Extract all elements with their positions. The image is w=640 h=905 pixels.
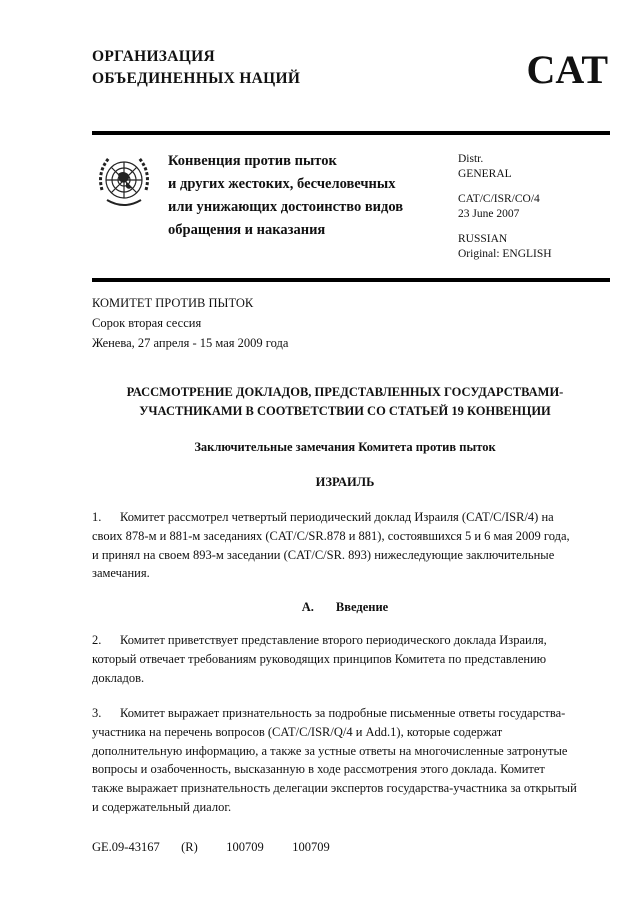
heading-line: РАССМОТРЕНИЕ ДОКЛАДОВ, ПРЕДСТАВЛЕННЫХ ГОСУДАРСТВАМИ- [126,385,564,399]
text-line: и содержательный диалог. [92,799,232,814]
distr-label: Distr. [458,153,484,165]
title-line: обращения и наказания [168,222,326,238]
doc-symbol: CAT/C/ISR/CO/4 [458,193,540,205]
title-line: или унижающих достоинство видов [168,199,404,215]
text-line: Комитет приветствует представление второго периодического доклада Израиля, [120,633,547,647]
section-letter: A. [301,600,314,614]
text-line: замечания. [92,566,150,581]
document-meta [458,152,552,261]
text-line: своих 878-м и 881-м заседаниях (CAT/C/SR.878 и 881), состоявшихся 5 и 6 мая 2009 года, [92,528,570,543]
paragraph-3 [92,704,612,817]
text-line: вопросы и озабоченность, высказанную в ходе рассмотрения этого доклада. Комитет [92,762,545,777]
paragraph-number: 2. [92,633,102,647]
divider [92,278,610,282]
paragraph-2 [92,631,612,687]
subheading: Заключительные замечания Комитета против пыток [194,440,496,454]
divider [92,131,610,135]
doc-original-language: Original: ENGLISH [458,247,552,260]
title-line: Конвенция против пыток [168,153,337,169]
organization-name [92,46,300,90]
doc-language: RUSSIAN [458,233,508,245]
section-heading [92,598,598,617]
paragraph-1 [92,508,612,583]
distr-value: GENERAL [458,167,512,180]
text-line: участника на перечень вопросов (CAT/C/ISR/Q/4 и Add.1), которые содержат [92,724,503,739]
convention-title [168,150,403,242]
committee-info [92,293,288,353]
heading-line: УЧАСТНИКАМИ В СООТВЕТСТВИИ СО СТАТЬЕЙ 19 КОНВЕНЦИИ [139,404,551,418]
un-emblem-icon [93,150,155,212]
document-symbol-large: CAT [526,47,608,92]
text-line: который отвечает требованиям руководящих принципов Комитета по представлению [92,651,547,666]
session: Сорок вторая сессия [92,316,202,330]
paragraph-number: 3. [92,706,102,720]
org-line: ОРГАНИЗАЦИЯ [92,48,215,65]
text-line: также выражает признательность делегации экспертов государства-участника за открытый [92,781,577,796]
text-line: и принял на своем 893-м заседании (CAT/C/SR. 893) нижеследующие заключительные [92,547,555,562]
country-heading: ИЗРАИЛЬ [315,475,375,489]
text-line: Комитет рассмотрел четвертый периодический доклад Израиля (CAT/C/ISR/4) на [120,510,554,524]
committee-name: КОМИТЕТ ПРОТИВ ПЫТОК [92,296,254,310]
text-line: докладов. [92,670,145,685]
main-heading [92,383,598,421]
org-line: ОБЪЕДИНЕННЫХ НАЦИЙ [92,70,301,87]
paragraph-number: 1. [92,510,102,524]
text-line: Комитет выражает признательность за подробные письменные ответы государства- [120,706,566,720]
section-title: Введение [335,600,389,614]
doc-date: 23 June 2007 [458,207,520,220]
title-line: и других жестоких, бесчеловечных [168,176,396,192]
place-date: Женева, 27 апреля - 15 мая 2009 года [92,336,289,350]
document-footer: GE.09-43167 (R) 100709 100709 [92,840,330,854]
text-line: дополнительную информацию, а также за устные ответы на многочисленные затронутые [92,743,568,758]
